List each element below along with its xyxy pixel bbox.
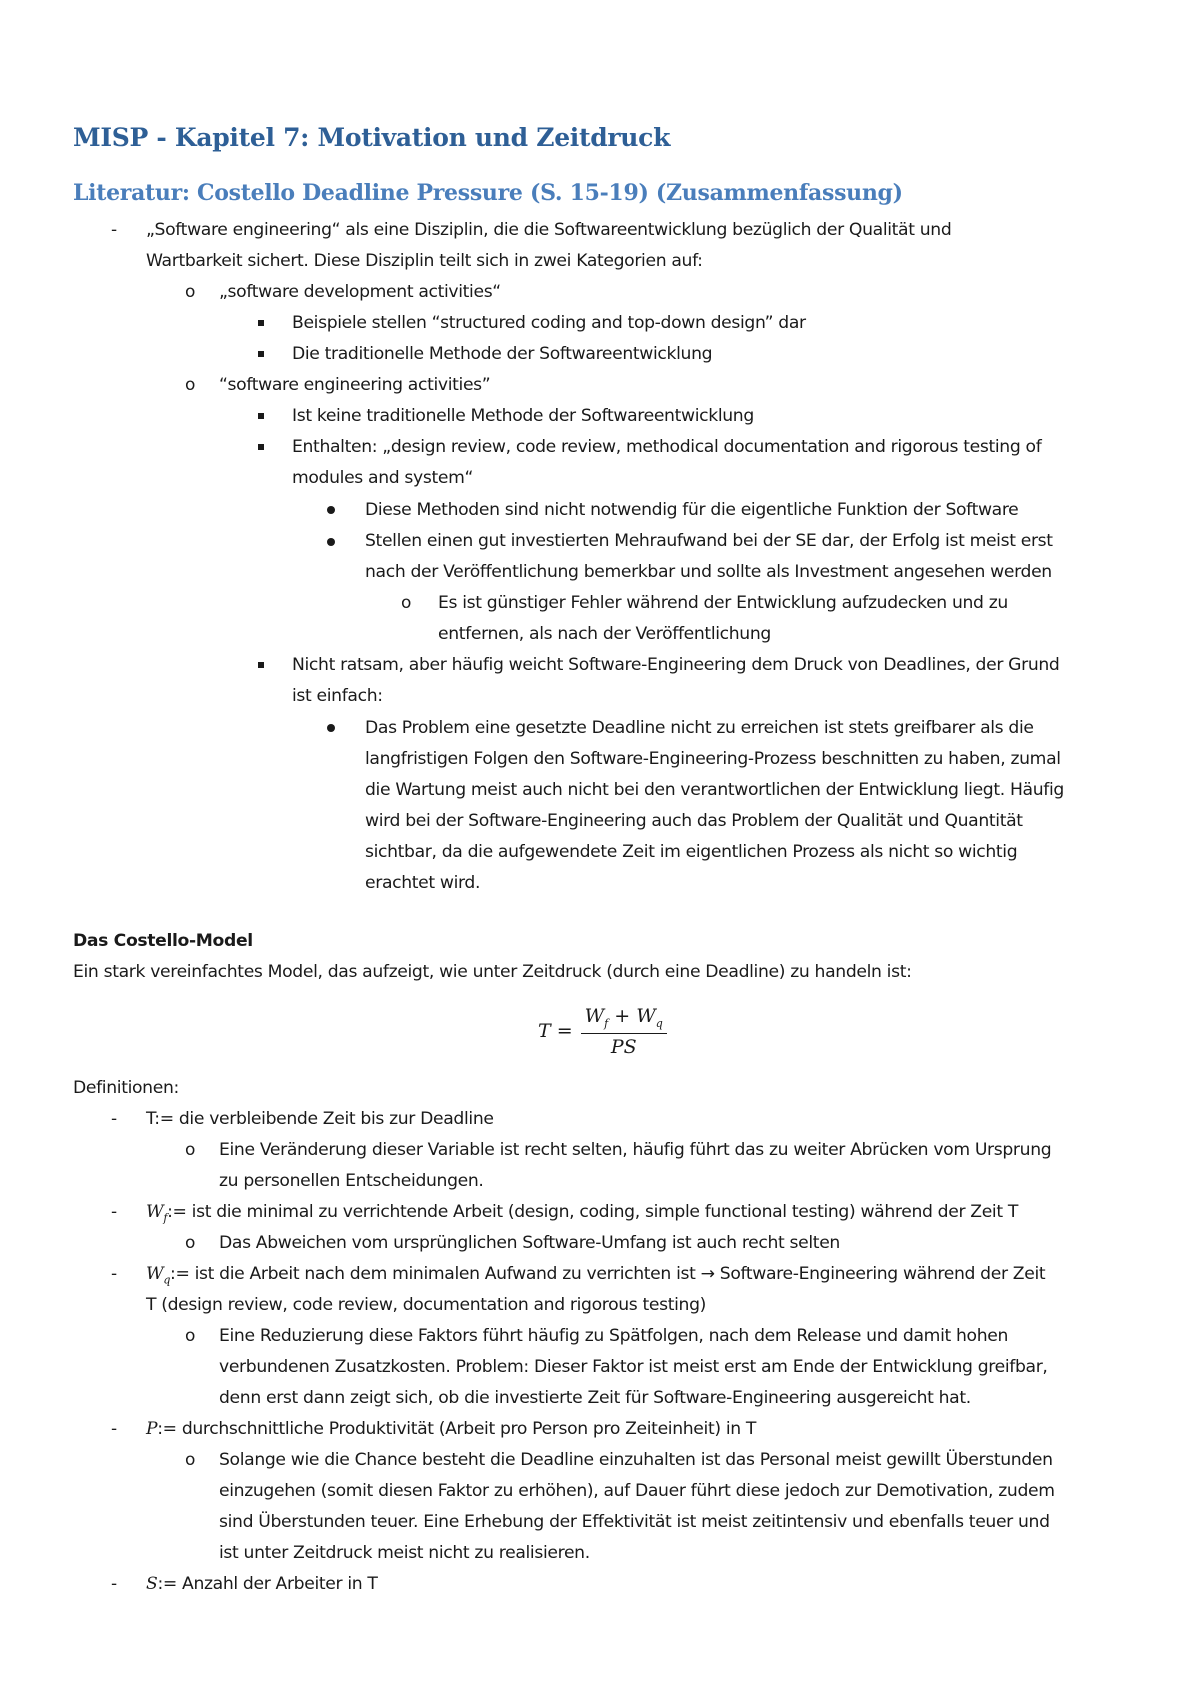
circle-marker: o — [185, 1233, 196, 1253]
def-Wq-sub-line-2: verbundenen Zusatzkosten. Problem: Dieser Faktor ist meist erst am Ende der Entwicklung greifbar, — [219, 1357, 1048, 1377]
circle-marker: o — [185, 1140, 196, 1160]
dev-label: „software development activities“ — [219, 282, 501, 302]
model-heading: Das Costello-Model — [73, 931, 253, 951]
costello-formula — [538, 1005, 667, 1058]
se-sub-3-line-5: sichtbar, da die aufgewendete Zeit im eigentlichen Prozess als nicht so wichtig — [365, 842, 1018, 862]
def-Wf: $W_f:=$ ist die minimal zu verrichtende Arbeit (design, coding, simple functional testing) während der Zeit T — [146, 1202, 1019, 1225]
se-sub-1: Diese Methoden sind nicht notwendig für die eigentliche Funktion der Software — [365, 500, 1019, 520]
def-Wq-sub-line-3: denn erst dann zeigt sich, ob die investierte Zeit für Software-Engineering ausgereicht hat. — [219, 1388, 971, 1408]
def-T: T:= die verbleibende Zeit bis zur Deadline — [146, 1109, 494, 1129]
def-P-sub-line-2: einzugehen (somit diesen Faktor zu erhöhen), auf Dauer führt diese jedoch zur Demotivation, zudem — [219, 1481, 1055, 1501]
def-T-sub-line-1: Eine Veränderung dieser Variable ist recht selten, häufig führt das zu weiter Abrücken vom Ursprung — [219, 1140, 1052, 1160]
page-title: MISP - Kapitel 7: Motivation und Zeitdruck — [73, 123, 671, 152]
se-sub-2-line-1: Stellen einen gut investierten Mehraufwand bei der SE dar, der Erfolg ist meist erst — [365, 531, 1053, 551]
circle-marker: o — [185, 375, 196, 395]
dash-marker: - — [111, 1202, 118, 1222]
se-sub-3-line-4: wird bei der Software-Engineering auch das Problem der Qualität und Quantität — [365, 811, 1023, 831]
square-bullet — [258, 413, 264, 419]
formula-lhs: T = — [538, 1020, 573, 1043]
round-bullet — [327, 538, 335, 546]
se-sub-2-line-2: nach der Veröffentlichung bemerkbar und sollte als Investment angesehen werden — [365, 562, 1052, 582]
se-sub-3-line-3: die Wartung meist auch nicht bei den verantwortlichen der Entwicklung liegt. Häufig — [365, 780, 1064, 800]
circle-marker: o — [401, 593, 412, 613]
intro-line-1: „Software engineering“ als eine Disziplin, die die Softwareentwicklung bezüglich der Qualität und — [146, 220, 952, 240]
def-P-sub-line-3: sind Überstunden teuer. Eine Erhebung der Effektivität ist meist zeitintensiv und ebenfalls teuer und — [219, 1512, 1050, 1532]
def-P-sub-line-1: Solange wie die Chance besteht die Deadline einzuhalten ist das Personal meist gewillt Überstunden — [219, 1450, 1053, 1470]
model-description: Ein stark vereinfachtes Model, das aufzeigt, wie unter Zeitdruck (durch eine Deadline) zu handeln ist: — [73, 962, 912, 982]
dash-marker: - — [111, 220, 118, 240]
dash-marker: - — [111, 1419, 118, 1439]
dash-marker: - — [111, 1109, 118, 1129]
se-item-2-line-1: Enthalten: „design review, code review, methodical documentation and rigorous testing of — [292, 437, 1042, 457]
def-Wq-line-2: T (design review, code review, documentation and rigorous testing) — [146, 1295, 707, 1315]
circle-marker: o — [185, 282, 196, 302]
formula-fraction — [581, 1005, 667, 1058]
def-Wq: $W_q:=$ ist die Arbeit nach dem minimalen Aufwand zu verrichten ist → Software-Engineering während der Zeit — [146, 1264, 1046, 1287]
def-P: P:= durchschnittliche Produktivität (Arbeit pro Person pro Zeiteinheit) in T — [146, 1419, 757, 1439]
se-sub-3-line-2: langfristigen Folgen den Software-Engineering-Prozess beschnitten zu haben, zumal — [365, 749, 1061, 769]
se-sub-2a-line-1: Es ist günstiger Fehler während der Entwicklung aufzudecken und zu — [438, 593, 1008, 613]
se-label: “software engineering activities” — [219, 375, 491, 395]
se-sub-3-line-6: erachtet wird. — [365, 873, 481, 893]
se-item-2-line-2: modules and system“ — [292, 468, 474, 488]
round-bullet — [327, 506, 335, 514]
se-item-3-line-2: ist einfach: — [292, 686, 383, 706]
se-sub-3-line-1: Das Problem eine gesetzte Deadline nicht zu erreichen ist stets greifbarer als die — [365, 718, 1034, 738]
circle-marker: o — [185, 1450, 196, 1470]
dash-marker: - — [111, 1264, 118, 1284]
round-bullet — [327, 724, 335, 732]
square-bullet — [258, 351, 264, 357]
se-item-3-line-1: Nicht ratsam, aber häufig weicht Software-Engineering dem Druck von Deadlines, der Grund — [292, 655, 1060, 675]
formula-denominator: PS — [610, 1035, 637, 1058]
se-sub-2a-line-2: entfernen, als nach der Veröffentlichung — [438, 624, 771, 644]
intro-line-2: Wartbarkeit sichert. Diese Disziplin teilt sich in zwei Kategorien auf: — [146, 251, 703, 271]
circle-marker: o — [185, 1326, 196, 1346]
dev-item-1: Beispiele stellen “structured coding and top-down design” dar — [292, 313, 806, 333]
square-bullet — [258, 444, 264, 450]
formula-numerator: $W_f + W_q$ — [581, 1005, 667, 1034]
definitions-heading: Definitionen: — [73, 1078, 179, 1098]
def-S: S:= Anzahl der Arbeiter in T — [146, 1574, 378, 1594]
def-T-sub-line-2: zu personellen Entscheidungen. — [219, 1171, 484, 1191]
se-item-1: Ist keine traditionelle Methode der Softwareentwicklung — [292, 406, 754, 426]
def-P-sub-line-4: ist unter Zeitdruck meist nicht zu realisieren. — [219, 1543, 590, 1563]
square-bullet — [258, 320, 264, 326]
dash-marker: - — [111, 1574, 118, 1594]
def-Wf-sub: Das Abweichen vom ursprünglichen Software-Umfang ist auch recht selten — [219, 1233, 840, 1253]
section-heading: Literatur: Costello Deadline Pressure (S. 15-19) (Zusammenfassung) — [73, 180, 903, 206]
dev-item-2: Die traditionelle Methode der Softwareentwicklung — [292, 344, 713, 364]
square-bullet — [258, 662, 264, 668]
def-Wq-sub-line-1: Eine Reduzierung diese Faktors führt häufig zu Spätfolgen, nach dem Release und damit hohen — [219, 1326, 1009, 1346]
